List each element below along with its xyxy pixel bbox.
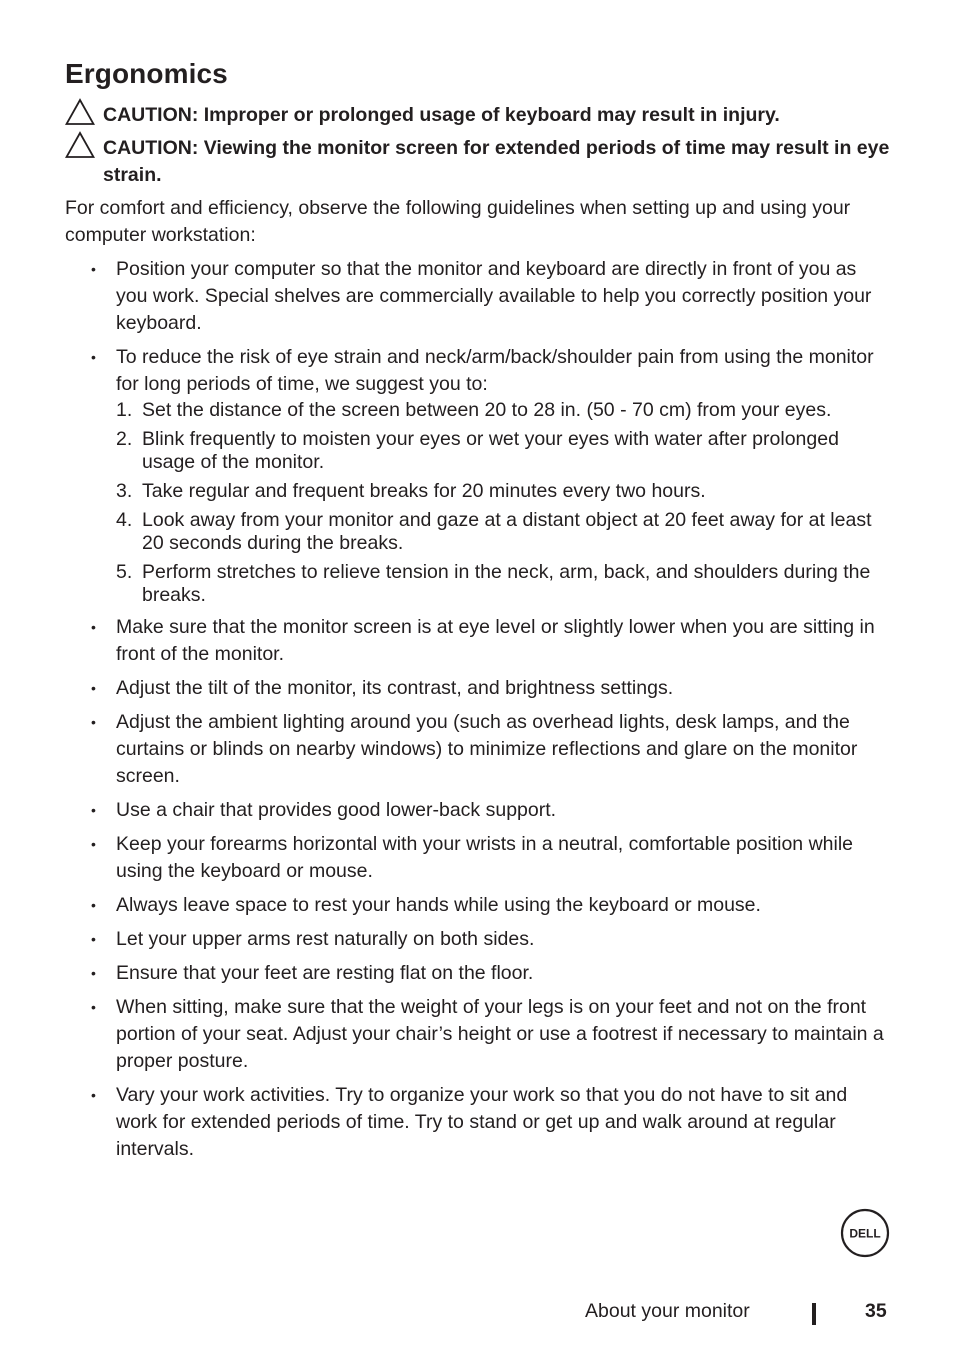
step-item bbox=[116, 561, 893, 607]
list-item-text: Position your computer so that the monitor and keyboard are directly in front of you as you work. Special shelves are commercially available to help you correctly position your keyboard. bbox=[116, 258, 872, 334]
list-item bbox=[65, 994, 893, 1075]
step-number: 3. bbox=[116, 480, 133, 502]
list-item bbox=[65, 614, 893, 668]
list-item-text: To reduce the risk of eye strain and neck/arm/back/shoulder pain from using the monitor for long periods of time, we suggest you to: bbox=[116, 346, 874, 395]
footer-section-title: About your monitor bbox=[585, 1300, 750, 1322]
caution-icon bbox=[65, 98, 95, 126]
bullet-glyph: • bbox=[91, 897, 96, 913]
list-item-text: Ensure that your feet are resting flat on the floor. bbox=[116, 962, 534, 984]
bullet-glyph: • bbox=[91, 802, 96, 818]
list-item-text: Adjust the ambient lighting around you (such as overhead lights, desk lamps, and the curtains or blinds on nearby windows) to minimize reflections and glare on the monitor screen. bbox=[116, 711, 858, 787]
dell-logo-text: DELL bbox=[849, 1226, 881, 1241]
step-number: 5. bbox=[116, 561, 133, 583]
caution-notice bbox=[65, 102, 893, 129]
step-number: 4. bbox=[116, 509, 133, 531]
list-item bbox=[65, 256, 893, 337]
list-item-text: Let your upper arms rest naturally on both sides. bbox=[116, 928, 535, 950]
list-item bbox=[65, 675, 893, 702]
step-item bbox=[116, 428, 893, 474]
bullet-glyph: • bbox=[91, 999, 96, 1015]
list-item-text: Vary your work activities. Try to organize your work so that you do not have to sit and work for extended periods of time. Try to stand or get up and walk around at regular intervals. bbox=[116, 1084, 848, 1160]
list-item-text: Use a chair that provides good lower-back support. bbox=[116, 799, 557, 821]
guideline-list bbox=[65, 256, 893, 1163]
list-item bbox=[65, 344, 893, 607]
page-content bbox=[65, 58, 893, 1170]
suggestion-steps bbox=[116, 399, 893, 607]
bullet-glyph: • bbox=[91, 261, 96, 277]
list-item bbox=[65, 1082, 893, 1163]
step-number: 2. bbox=[116, 428, 133, 450]
bullet-glyph: • bbox=[91, 714, 96, 730]
bullet-glyph: • bbox=[91, 836, 96, 852]
step-item bbox=[116, 399, 893, 422]
step-number: 1. bbox=[116, 399, 133, 421]
step-text: Look away from your monitor and gaze at a distant object at 20 feet away for at least 20 seconds during the breaks. bbox=[142, 509, 872, 554]
list-item-text: Adjust the tilt of the monitor, its contrast, and brightness settings. bbox=[116, 677, 674, 699]
caution-notice bbox=[65, 135, 893, 189]
intro-paragraph: For comfort and efficiency, observe the following guidelines when setting up and using your computer workstation: bbox=[65, 197, 851, 246]
list-item-text: When sitting, make sure that the weight of your legs is on your feet and not on the front portion of your seat. Adjust your chair’s height or use a footrest if necessary to maintain a proper posture. bbox=[116, 996, 884, 1072]
bullet-glyph: • bbox=[91, 931, 96, 947]
list-item-text: Make sure that the monitor screen is at eye level or slightly lower when you are sitting in front of the monitor. bbox=[116, 616, 875, 665]
page-footer bbox=[0, 1300, 954, 1330]
list-item-text: Keep your forearms horizontal with your wrists in a neutral, comfortable position while using the keyboard or mouse. bbox=[116, 833, 854, 882]
bullet-glyph: • bbox=[91, 619, 96, 635]
list-item bbox=[65, 797, 893, 824]
list-item bbox=[65, 709, 893, 790]
step-text: Set the distance of the screen between 20 to 28 in. (50 - 70 cm) from your eyes. bbox=[142, 399, 832, 421]
dell-logo-icon bbox=[840, 1208, 890, 1258]
caution-text: CAUTION: Viewing the monitor screen for extended periods of time may result in eye strain. bbox=[103, 137, 890, 186]
bullet-glyph: • bbox=[91, 349, 96, 365]
page-title: Ergonomics bbox=[65, 58, 228, 89]
step-text: Perform stretches to relieve tension in the neck, arm, back, and shoulders during the breaks. bbox=[142, 561, 871, 606]
step-item bbox=[116, 509, 893, 555]
step-item bbox=[116, 480, 893, 503]
step-text: Take regular and frequent breaks for 20 minutes every two hours. bbox=[142, 480, 706, 502]
bullet-glyph: • bbox=[91, 1087, 96, 1103]
footer-divider bbox=[812, 1303, 816, 1325]
list-item-text: Always leave space to rest your hands while using the keyboard or mouse. bbox=[116, 894, 761, 916]
step-text: Blink frequently to moisten your eyes or wet your eyes with water after prolonged usage of the monitor. bbox=[142, 428, 839, 473]
list-item bbox=[65, 960, 893, 987]
list-item bbox=[65, 831, 893, 885]
caution-text: CAUTION: Improper or prolonged usage of keyboard may result in injury. bbox=[103, 104, 780, 126]
list-item bbox=[65, 926, 893, 953]
list-item bbox=[65, 892, 893, 919]
page-number: 35 bbox=[865, 1300, 887, 1322]
bullet-glyph: • bbox=[91, 965, 96, 981]
caution-icon bbox=[65, 131, 95, 159]
bullet-glyph: • bbox=[91, 680, 96, 696]
